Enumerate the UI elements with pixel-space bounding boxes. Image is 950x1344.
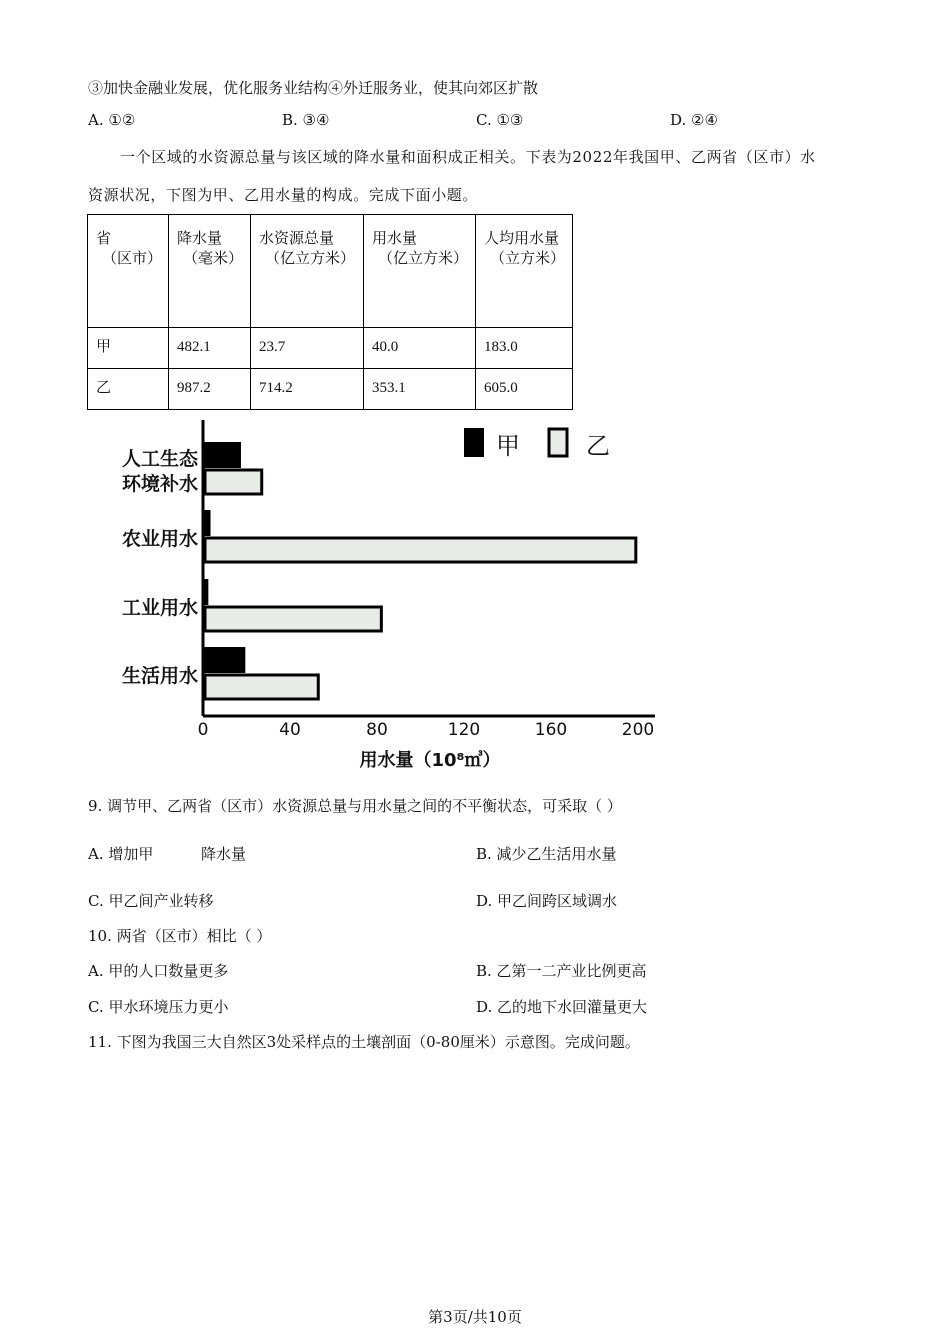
table-cell: 353.1 (364, 369, 476, 410)
x-axis-label: 用水量（10⁸㎥） (359, 750, 501, 771)
intro-line-1: 一个区域的水资源总量与该区域的降水量和面积成正相关。下表为2022年我国甲、乙两省（区市）水 (120, 148, 816, 166)
table-header-row (88, 215, 573, 328)
table-header-cell: 水资源总量 （亿立方米） (251, 215, 364, 328)
table-cell: 40.0 (364, 328, 476, 369)
table-header-cell: 省 （区市） (88, 215, 169, 328)
bar-jia (203, 648, 244, 672)
q8-option-d: D. ②④ (670, 111, 718, 129)
q9-option-b: B. 减少乙生活用水量 (476, 845, 617, 863)
table-header-cell: 降水量 （毫米） (169, 215, 251, 328)
q11-stem: 11. 下图为我国三大自然区3处采样点的土壤剖面（0-80厘米）示意图。完成问题。 (88, 1033, 640, 1051)
q9-option-c: C. 甲乙间产业转移 (88, 892, 214, 910)
q10-option-d: D. 乙的地下水回灌量更大 (476, 998, 648, 1016)
bar-yi (205, 675, 318, 699)
category-label: 生活用水 (121, 665, 198, 687)
intro-line-2: 资源状况，下图为甲、乙用水量的构成。完成下面小题。 (88, 186, 479, 204)
q10-option-c: C. 甲水环境压力更小 (88, 998, 229, 1016)
bar-yi (205, 470, 262, 494)
table-cell: 482.1 (169, 328, 251, 369)
category-label: 工业用水 (121, 597, 198, 619)
table-cell: 987.2 (169, 369, 251, 410)
q8-option-a: A. ①② (88, 111, 136, 129)
table-cell: 714.2 (251, 369, 364, 410)
water-use-bar-chart (100, 410, 680, 775)
bar-jia (203, 511, 210, 535)
q9-option-a: A. 增加甲 降水量 (88, 845, 247, 863)
legend-label-jia: 甲 (496, 432, 520, 460)
table-row (88, 328, 573, 369)
q8-option-b: B. ③④ (282, 111, 330, 129)
legend-label-yi: 乙 (586, 432, 610, 460)
q8-option-c: C. ①③ (476, 111, 524, 129)
x-tick-label: 0 (197, 720, 209, 740)
x-tick-label: 40 (279, 720, 301, 740)
q8-option-line: ③加快金融业发展，优化服务业结构④外迁服务业，使其向郊区扩散 (88, 79, 539, 97)
category-label: 环境补水 (121, 473, 198, 495)
q10-stem: 10. 两省（区市）相比（ ） (88, 927, 272, 945)
table-header-cell: 用水量 （亿立方米） (364, 215, 476, 328)
table-cell: 甲 (88, 328, 169, 369)
legend-swatch-jia (464, 428, 484, 457)
page-footer: 第3页/共10页 (428, 1308, 522, 1326)
table-header-cell: 人均用水量 （立方米） (476, 215, 573, 328)
table-cell: 23.7 (251, 328, 364, 369)
q10-option-b: B. 乙第一二产业比例更高 (476, 962, 647, 980)
bar-yi (205, 607, 381, 631)
table-cell: 183.0 (476, 328, 573, 369)
x-tick-label: 160 (534, 720, 568, 740)
bar-jia (203, 443, 240, 467)
q9-stem: 9. 调节甲、乙两省（区市）水资源总量与用水量之间的不平衡状态，可采取（ ） (88, 797, 622, 815)
bar-jia (203, 580, 207, 604)
x-tick-label: 80 (366, 720, 388, 740)
bar-yi (205, 538, 636, 562)
category-label: 人工生态 (121, 448, 198, 470)
category-label: 农业用水 (121, 528, 198, 550)
x-tick-label: 120 (447, 720, 481, 740)
legend-swatch-yi (549, 429, 567, 456)
water-resources-table (87, 214, 573, 410)
x-tick-label: 200 (621, 720, 655, 740)
q9-option-d: D. 甲乙间跨区域调水 (476, 892, 618, 910)
table-row (88, 369, 573, 410)
table-cell: 605.0 (476, 369, 573, 410)
table-cell: 乙 (88, 369, 169, 410)
q10-option-a: A. 甲的人口数量更多 (88, 962, 229, 980)
